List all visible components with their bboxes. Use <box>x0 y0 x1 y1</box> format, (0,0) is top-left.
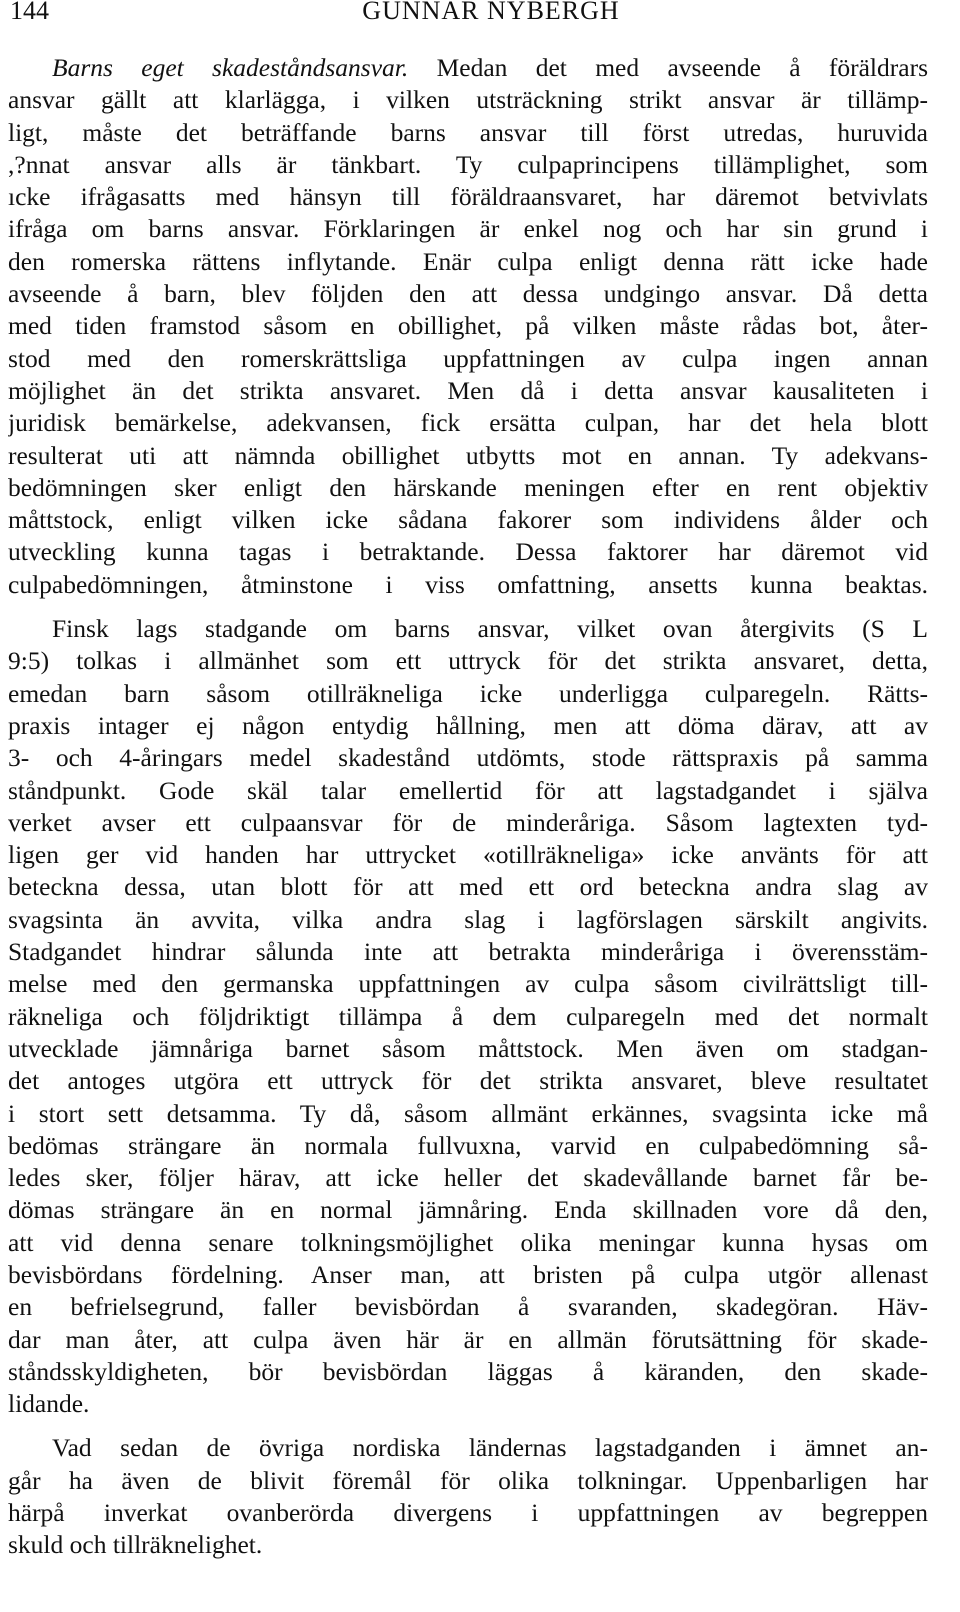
text-line: svagsinta än avvita, vilka andra slag i lagförslagen särskilt angivits. <box>8 904 928 934</box>
text-line: 3- och 4-åringars medel skadestånd utdömts, stode rättspraxis på samma <box>8 743 928 773</box>
text-line: den romerska rättens inflytande. Enär culpa enligt denna rätt icke hade <box>8 246 928 276</box>
text-line: lidande. <box>8 1389 90 1419</box>
paragraph-2 <box>8 613 928 1420</box>
text-line: att vid denna senare tolkningsmöjlighet olika meningar kunna hysas om <box>8 1227 928 1257</box>
text-line: utveckling kunna tagas i betraktande. Dessa faktorer har däremot vid <box>8 537 928 567</box>
text-line: Finsk lags stadgande om barns ansvar, vilket ovan återgivits (S L <box>52 614 928 644</box>
text-line: 9:5) tolkas i allmänhet som ett uttryck för det strikta ansvaret, detta, <box>8 646 928 676</box>
text-line: härpå inverkat ovanberörda divergens i uppfattningen av begreppen <box>8 1498 928 1528</box>
text-line: resulterat uti att nämnda obillighet utbytts mot en annan. Ty adekvans- <box>8 440 928 470</box>
section-lead-italic: Barns eget skadeståndsansvar. <box>52 53 409 82</box>
text-line: går ha även de blivit föremål för olika tolkningar. Uppenbarligen har <box>8 1465 928 1495</box>
text-line: ståndpunkt. Gode skäl talar emellertid för att lagstadgandet i själva <box>8 775 928 805</box>
text-line: dar man åter, att culpa även här är en allmän förutsättning för skade- <box>8 1324 928 1354</box>
text-line: emedan barn såsom otillräkneliga icke underligga culparegeln. Rätts- <box>8 678 928 708</box>
text-line: ıcke ifrågasatts med hänsyn till föräldraansvaret, har däremot betvivlats <box>8 182 928 212</box>
text-line: skuld och tillräknelighet. <box>8 1530 263 1560</box>
text-line: en befrielsegrund, faller bevisbördan å svaranden, skadegöran. Häv- <box>8 1292 928 1322</box>
page-number: 144 <box>10 0 49 25</box>
text-line: ligt, måste det beträffande barns ansvar till först utredas, huruvida <box>8 117 928 147</box>
text-line: ligen ger vid handen har uttrycket «otillräkneliga» icke använts för att <box>8 840 928 870</box>
text-line: bedömas strängare än normala fullvuxna, varvid en culpabedömning så- <box>8 1130 928 1160</box>
running-head: GUNNAR NYBERGH <box>362 0 620 25</box>
text-line: ståndsskyldigheten, bör bevisbördan läggas å käranden, den skade- <box>8 1356 928 1386</box>
paragraph-1 <box>8 52 928 601</box>
text-line: bevisbördans fördelning. Anser man, att bristen på culpa utgör allenast <box>8 1259 928 1289</box>
text-line: ansvar gällt att klarlägga, i vilken utsträckning strikt ansvar är tillämp- <box>8 85 928 115</box>
text-line: melse med den germanska uppfattningen av culpa såsom civilrättsligt till- <box>8 969 928 999</box>
text-line: praxis intager ej någon entydig hållning, men att döma därav, att av <box>8 710 928 740</box>
text-line: beteckna dessa, utan blott för att med ett ord beteckna andra slag av <box>8 872 928 902</box>
text-line: ,?nnat ansvar alls är tänkbart. Ty culpaprincipens tillämplighet, som <box>8 149 928 179</box>
text-line: culpabedömningen, åtminstone i viss omfattning, ansetts kunna beaktas. <box>8 569 928 599</box>
text-line: med tiden framstod såsom en obillighet, på vilken måste rådas bot, åter- <box>8 311 928 341</box>
text-line: Vad sedan de övriga nordiska ländernas lagstadganden i ämnet an- <box>52 1433 928 1463</box>
text-line: juridisk bemärkelse, adekvansen, fick ersätta culpan, har det hela blott <box>8 408 928 438</box>
text-line: dömas strängare än en normal jämnåring. Enda skillnaden vore då den, <box>8 1195 928 1225</box>
text-line: stod med den romerskrättsliga uppfattningen av culpa ingen annan <box>8 343 928 373</box>
body-text <box>8 52 928 1562</box>
text-line: ifråga om barns ansvar. Förklaringen är enkel nog och har sin grund i <box>8 214 928 244</box>
text-line: måttstock, enligt vilken icke sådana fakorer som individens ålder och <box>8 505 928 535</box>
page-header <box>10 0 932 28</box>
text-line: räkneliga och följdriktigt tillämpa å dem culparegeln med det normalt <box>8 1001 928 1031</box>
text-line: ledes sker, följer härav, att icke heller det skadevållande barnet får be- <box>8 1163 928 1193</box>
text-line: avseende å barn, blev följden den att dessa undgingo ansvar. Då detta <box>8 279 928 309</box>
text-line: bedömningen sker enligt den härskande meningen efter en rent objektiv <box>8 472 928 502</box>
text-line: Barns eget skadeståndsansvar. Medan det med avseende å föräldrars <box>52 53 928 82</box>
text-line: Stadgandet hindrar sålunda inte att betrakta minderåriga i överensstäm- <box>8 937 928 967</box>
text-line: verket avser ett culpaansvar för de minderåriga. Såsom lagtexten tyd- <box>8 807 928 837</box>
text-line: utvecklade jämnåriga barnet såsom måttstock. Men även om stadgan- <box>8 1033 928 1063</box>
text-line: det antoges utgöra ett uttryck för det strikta ansvaret, bleve resultatet <box>8 1066 928 1096</box>
paragraph-3 <box>8 1432 928 1561</box>
text-line: i stort sett detsamma. Ty då, såsom allmänt erkännes, svagsinta icke må <box>8 1098 928 1128</box>
text-line: möjlighet än det strikta ansvaret. Men då i detta ansvar kausaliteten i <box>8 375 928 405</box>
